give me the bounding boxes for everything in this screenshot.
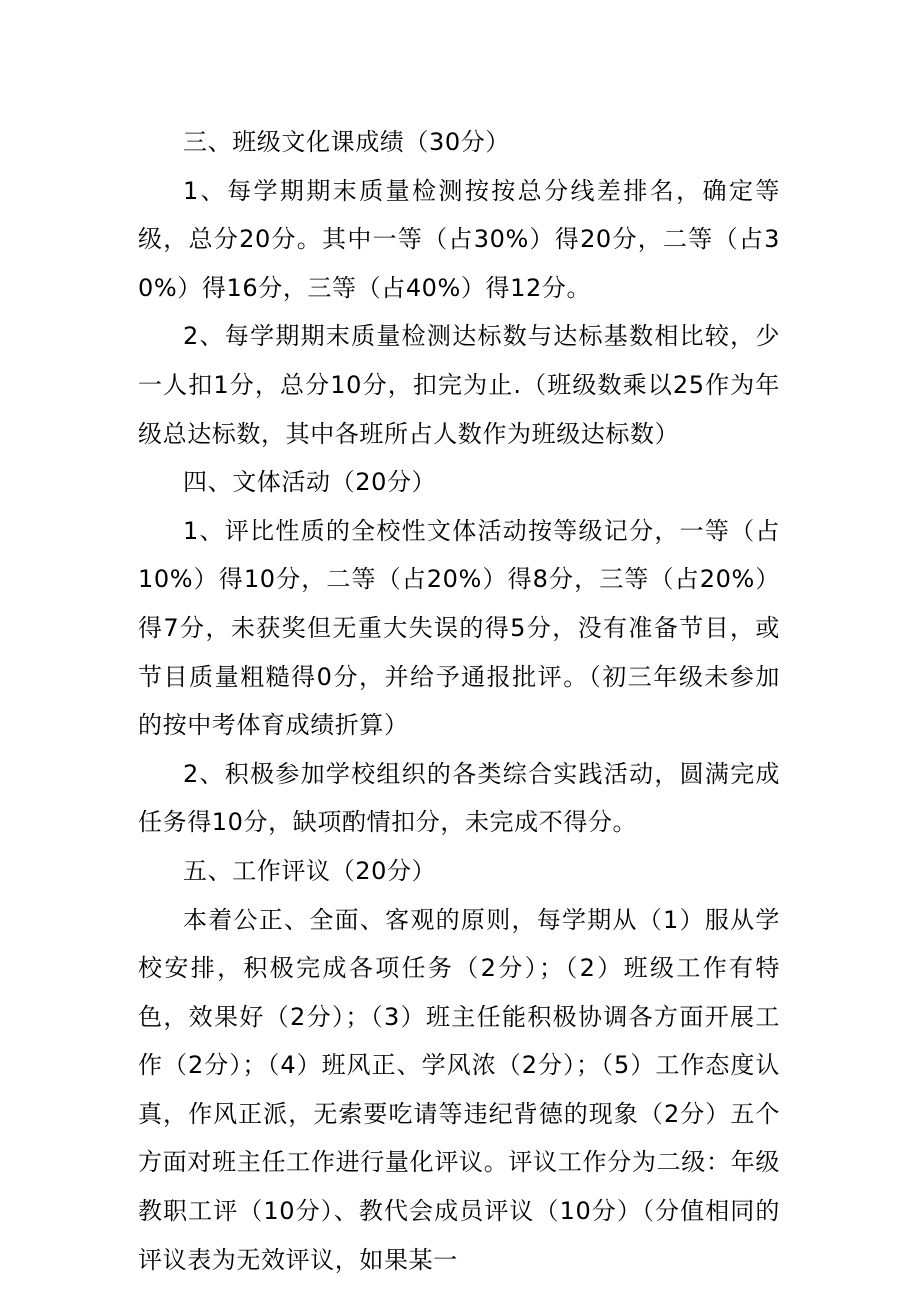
paragraph-evaluation-criteria: 本着公正、全面、客观的原则，每学期从（1）服从学校安排，积极完成各项任务（2分）；（2）班级工作有特色，效果好（2分）；（3）班主任能积极协调各方面开展工作（2分）；（4）班风正、学风浓（2分）；（5）工作态度认真，作风正派，无索要吃请等违纪背德的现象（2分）五个方面对班主任工作进行量化评议。评议工作分为二级：年级教职工评（10分）、教代会成员评议（10分）（分值相同的评议表为无效评议，如果某一 [138, 905, 780, 1274]
section-heading-class-academic-scores: 三、班级文化课成绩（30分） [183, 128, 510, 156]
section-heading-arts-sports: 四、文体活动（20分） [183, 468, 437, 497]
paragraph-practice-activities: 2、积极参加学校组织的各类综合实践活动，圆满完成任务得10分，缺项酌情扣分，未完成不得分。 [138, 759, 780, 837]
paragraph-pass-rate-comparison: 2、每学期期末质量检测达标数与达标基数相比较，少一人扣1分，总分10分，扣完为止.（班级数乘以25作为年级总达标数，其中各班所占人数作为班级达标数） [138, 322, 780, 448]
paragraph-school-activity-grading: 1、评比性质的全校性文体活动按等级记分，一等（占10%）得10分，二等（占20%）得8分，三等（占20%）得7分，未获奖但无重大失误的得5分，没有准备节目，或节目质量粗糙得0分，并给予通报批评。（初三年级未参加的按中考体育成绩折算） [138, 516, 780, 740]
paragraph-final-exam-ranking: 1、每学期期末质量检测按按总分线差排名，确定等级，总分20分。其中一等（占30%）得20分，二等（占30%）得16分，三等（占40%）得12分。 [138, 176, 780, 302]
section-heading-work-evaluation: 五、工作评议（20分） [183, 856, 437, 885]
document-body [138, 118, 780, 1284]
